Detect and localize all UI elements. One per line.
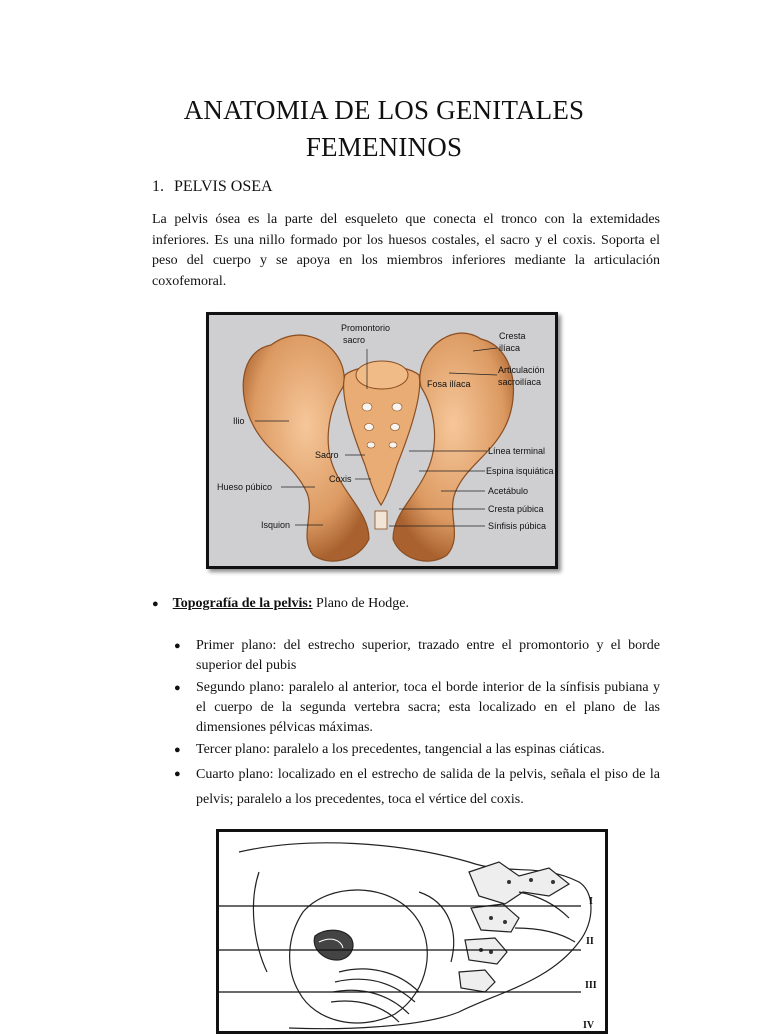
hodge-planes-list (174, 636, 660, 814)
label-fosa-iliaca: Fosa ilíaca (427, 379, 471, 389)
label-acetabulo: Acetábulo (488, 486, 529, 496)
plane-label-2: II (586, 936, 594, 947)
title-line-2: FEMENINOS (305, 132, 463, 162)
label-ilio: Ilio (233, 416, 245, 426)
plane-3-text: Tercer plano: paralelo a los precedentes, tangencial a las espinas ciáticas. (196, 742, 605, 757)
pelvis-illustration (209, 315, 555, 566)
label-sinfisis-pubica: Sínfisis púbica (488, 521, 547, 531)
label-sacro: Sacro (315, 450, 339, 460)
plane-label-3: III (585, 980, 597, 991)
plane-4-text: Cuarto plano: localizado en el estrecho de salida de la pelvis, señala el piso de la pelvis; paralelo a los precedentes, toca el vértice del coxis. (196, 767, 660, 807)
label-linea-terminal: Línea terminal (488, 446, 546, 456)
label-coxis: Coxis (329, 474, 352, 484)
topography-bullet: ● (152, 598, 159, 610)
label-iliaca: ilíaca (499, 343, 521, 353)
plane-1-text: Primer plano: del estrecho superior, trazado entre el promontorio y el borde superior del pubis (196, 638, 660, 673)
document-title (120, 92, 648, 166)
label-cresta: Cresta (499, 331, 526, 341)
topography-line (152, 596, 409, 612)
list-item: ● Tercer plano: paralelo a los precedentes, tangencial a las espinas ciáticas. (174, 742, 605, 757)
label-isquion: Isquion (261, 520, 291, 530)
pelvis-figure (206, 312, 558, 569)
section-heading (152, 178, 273, 196)
list-item: ● Cuarto plano: localizado en el estrecho de salida de la pelvis, señala el piso de la pelvis; paralelo a los precedentes, toca el vértice del coxis. (174, 767, 660, 807)
list-item: ● Primer plano: del estrecho superior, trazado entre el promontorio y el borde superior del pubis (174, 638, 660, 673)
section-title: PELVIS OSEA (174, 178, 273, 195)
intro-paragraph: La pelvis ósea es la parte del esqueleto que conecta el tronco con la extemidades inferiores. Es una nillo formado por los huesos costales, el sacro y el coxis. Soporta el peso del cuerpo y se apoya en los miembros inferiores mediante la articulación coxofemoral. (152, 212, 660, 289)
topography-heading: Topografía de la pelvis: (172, 596, 313, 611)
label-espina-isquiatica: Espina isquiática (486, 466, 554, 476)
topography-text: Plano de Hodge. (312, 596, 409, 611)
plane-2-text: Segundo plano: paralelo al anterior, toca el borde interior de la sínfisis pubiana y el cuerpo de la segunda vertebra sacra; esta localizado en el plano de las dimensiones pélvicas máximas. (196, 680, 660, 735)
label-sacroiliaca: sacroilíaca (498, 377, 542, 387)
label-sacro-top: sacro (343, 335, 366, 345)
plane-label-1: I (589, 896, 593, 907)
section-number: 1. (152, 178, 164, 195)
hodge-planes-illustration (219, 832, 605, 1031)
title-line-1: ANATOMIA DE LOS GENITALES (183, 95, 585, 125)
plane-label-4: IV (583, 1020, 595, 1031)
label-promontorio: Promontorio (341, 323, 391, 333)
label-cresta-pubica: Cresta púbica (488, 504, 544, 514)
label-hueso-pubico: Hueso púbico (217, 482, 273, 492)
list-item: ● Segundo plano: paralelo al anterior, toca el borde interior de la sínfisis pubiana y el cuerpo de la segunda vertebra sacra; esta localizado en el plano de las dimensiones pélvicas máximas. (174, 680, 660, 735)
label-articulacion: Articulación (498, 365, 545, 375)
hodge-planes-figure (216, 829, 608, 1034)
